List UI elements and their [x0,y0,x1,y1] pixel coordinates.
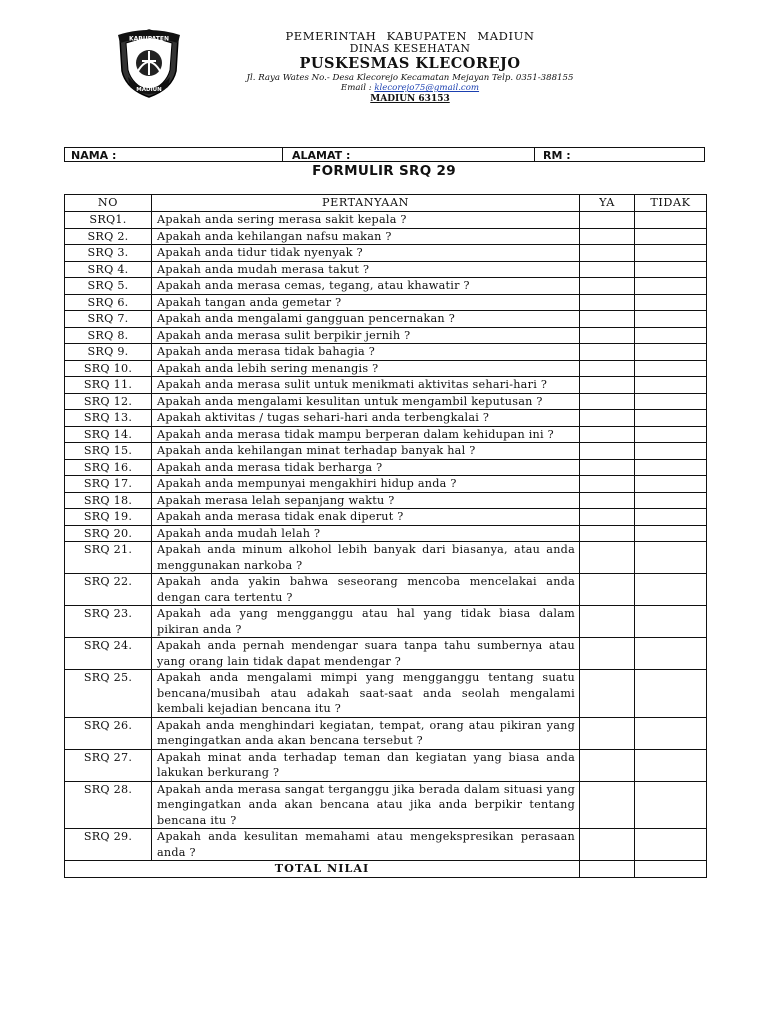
question-number: SRQ1. [65,212,152,229]
answer-tidak-cell[interactable] [635,344,707,361]
answer-ya-cell[interactable] [580,670,635,718]
email-link[interactable]: klecorejo75@gmail.com [374,83,480,94]
answer-ya-cell[interactable] [580,606,635,638]
question-number: SRQ 28. [65,781,152,829]
question-text: Apakah minat anda terhadap teman dan kegiatan yang biasa anda lakukan berkurang ? [152,749,580,781]
question-number: SRQ 27. [65,749,152,781]
table-row [65,459,707,476]
patient-identity-row [64,147,705,162]
letterhead-text [200,30,620,104]
table-row [65,717,707,749]
letterhead [0,0,768,110]
question-number: SRQ 7. [65,311,152,328]
answer-tidak-cell[interactable] [635,360,707,377]
answer-tidak-cell[interactable] [635,212,707,229]
answer-tidak-cell[interactable] [635,717,707,749]
table-header-row [65,195,707,212]
table-row [65,245,707,262]
answer-tidak-cell[interactable] [635,443,707,460]
table-row [65,476,707,493]
address-line: Jl. Raya Wates No.- Desa Klecorejo Kecamatan Mejayan Telp. 0351-388155 [246,73,574,84]
answer-ya-cell[interactable] [580,542,635,574]
answer-ya-cell[interactable] [580,410,635,427]
answer-tidak-cell[interactable] [635,638,707,670]
answer-tidak-cell[interactable] [635,670,707,718]
question-text: Apakah anda minum alkohol lebih banyak dari biasanya, atau anda menggunakan narkoba ? [152,542,580,574]
table-row [65,638,707,670]
form-title: FORMULIR SRQ 29 [312,163,456,179]
question-number: SRQ 25. [65,670,152,718]
answer-ya-cell[interactable] [580,294,635,311]
answer-ya-cell[interactable] [580,492,635,509]
table-row [65,327,707,344]
answer-ya-cell[interactable] [580,228,635,245]
email-line [200,84,620,94]
answer-ya-cell[interactable] [580,377,635,394]
question-text: Apakah anda menghindari kegiatan, tempat, orang atau pikiran yang mengingatkan anda akan bencana tersebut ? [152,717,580,749]
answer-ya-cell[interactable] [580,829,635,861]
answer-tidak-cell[interactable] [635,781,707,829]
rm-field[interactable]: RM : [543,149,571,162]
answer-ya-cell[interactable] [580,749,635,781]
srq-table [64,194,707,878]
table-row [65,212,707,229]
answer-ya-cell[interactable] [580,525,635,542]
answer-tidak-cell[interactable] [635,606,707,638]
question-text: Apakah anda merasa tidak enak diperut ? [152,509,580,526]
question-text: Apakah anda merasa cemas, tegang, atau khawatir ? [152,278,580,295]
kabupaten-madiun-emblem-icon [114,27,184,99]
table-row [65,278,707,295]
question-text: Apakah anda kehilangan minat terhadap banyak hal ? [152,443,580,460]
question-number: SRQ 19. [65,509,152,526]
question-text: Apakah anda kesulitan memahami atau mengekspresikan perasaan anda ? [152,829,580,861]
question-number: SRQ 15. [65,443,152,460]
question-number: SRQ 22. [65,574,152,606]
answer-tidak-cell[interactable] [635,476,707,493]
question-text: Apakah anda mudah lelah ? [152,525,580,542]
answer-tidak-cell[interactable] [635,829,707,861]
question-text: Apakah anda sering merasa sakit kepala ? [152,212,580,229]
nama-field[interactable]: NAMA : [65,148,283,161]
question-number: SRQ 2. [65,228,152,245]
table-row [65,781,707,829]
question-number: SRQ 26. [65,717,152,749]
question-number: SRQ 6. [65,294,152,311]
question-number: SRQ 5. [65,278,152,295]
answer-ya-cell[interactable] [580,327,635,344]
answer-ya-cell[interactable] [580,393,635,410]
table-row [65,443,707,460]
question-text: Apakah anda merasa tidak mampu berperan dalam kehidupan ini ? [152,426,580,443]
question-number: SRQ 18. [65,492,152,509]
answer-ya-cell[interactable] [580,574,635,606]
answer-tidak-cell[interactable] [635,492,707,509]
question-text: Apakah anda tidur tidak nyenyak ? [152,245,580,262]
answer-tidak-cell[interactable] [635,278,707,295]
header-pertanyaan: PERTANYAAN [152,195,580,212]
answer-ya-cell[interactable] [580,443,635,460]
table-row [65,509,707,526]
table-row [65,377,707,394]
table-row [65,574,707,606]
total-row [65,861,707,878]
answer-ya-cell[interactable] [580,509,635,526]
question-number: SRQ 17. [65,476,152,493]
table-row [65,344,707,361]
answer-tidak-cell[interactable] [635,410,707,427]
question-text: Apakah anda mudah merasa takut ? [152,261,580,278]
question-number: SRQ 10. [65,360,152,377]
question-text: Apakah anda yakin bahwa seseorang mencoba mencelakai anda dengan cara tertentu ? [152,574,580,606]
city-postcode: MADIUN 63153 [370,93,450,104]
answer-tidak-cell[interactable] [635,426,707,443]
question-text: Apakah anda mengalami kesulitan untuk mengambil keputusan ? [152,393,580,410]
header-tidak: TIDAK [635,195,707,212]
total-tidak-cell[interactable] [635,861,707,878]
table-row [65,749,707,781]
emblem-bottom-text: MADIUN [136,87,162,93]
answer-ya-cell[interactable] [580,278,635,295]
answer-ya-cell[interactable] [580,476,635,493]
answer-tidak-cell[interactable] [635,393,707,410]
question-number: SRQ 11. [65,377,152,394]
table-row [65,492,707,509]
question-text: Apakah anda merasa sulit untuk menikmati aktivitas sehari-hari ? [152,377,580,394]
answer-ya-cell[interactable] [580,245,635,262]
question-number: SRQ 8. [65,327,152,344]
table-row [65,606,707,638]
table-row [65,294,707,311]
answer-tidak-cell[interactable] [635,311,707,328]
question-number: SRQ 13. [65,410,152,427]
table-row [65,393,707,410]
question-text: Apakah tangan anda gemetar ? [152,294,580,311]
table-row [65,311,707,328]
answer-ya-cell[interactable] [580,638,635,670]
question-text: Apakah aktivitas / tugas sehari-hari anda terbengkalai ? [152,410,580,427]
question-text: Apakah anda kehilangan nafsu makan ? [152,228,580,245]
answer-ya-cell[interactable] [580,459,635,476]
answer-ya-cell[interactable] [580,781,635,829]
answer-tidak-cell[interactable] [635,509,707,526]
institution-name: PUSKESMAS KLECOREJO [299,55,521,73]
table-row [65,542,707,574]
answer-tidak-cell[interactable] [635,261,707,278]
email-label: Email : [340,83,375,94]
answer-tidak-cell[interactable] [635,377,707,394]
answer-ya-cell[interactable] [580,212,635,229]
table-row [65,525,707,542]
answer-tidak-cell[interactable] [635,294,707,311]
total-label: TOTAL NILAI [65,861,580,878]
question-text: Apakah anda mempunyai mengakhiri hidup anda ? [152,476,580,493]
table-row [65,829,707,861]
question-number: SRQ 9. [65,344,152,361]
emblem-top-text: KABUPATEN [129,35,169,43]
department-name: DINAS KESEHATAN [349,41,471,55]
table-row [65,228,707,245]
alamat-field[interactable]: ALAMAT : [283,148,535,161]
table-row [65,670,707,718]
question-number: SRQ 3. [65,245,152,262]
question-text: Apakah anda merasa tidak berharga ? [152,459,580,476]
answer-ya-cell[interactable] [580,311,635,328]
question-text: Apakah anda mengalami gangguan pencernakan ? [152,311,580,328]
question-text: Apakah anda pernah mendengar suara tanpa tahu sumbernya atau yang orang lain tidak dapat mendengar ? [152,638,580,670]
answer-ya-cell[interactable] [580,717,635,749]
header-ya: YA [580,195,635,212]
header-no: NO [65,195,152,212]
total-ya-cell[interactable] [580,861,635,878]
question-text: Apakah ada yang mengganggu atau hal yang tidak biasa dalam pikiran anda ? [152,606,580,638]
answer-tidak-cell[interactable] [635,749,707,781]
table-row [65,261,707,278]
question-number: SRQ 29. [65,829,152,861]
answer-tidak-cell[interactable] [635,542,707,574]
government-name: PEMERINTAH KABUPATEN MADIUN [285,29,535,43]
answer-tidak-cell[interactable] [635,525,707,542]
table-row [65,360,707,377]
question-number: SRQ 12. [65,393,152,410]
question-number: SRQ 4. [65,261,152,278]
answer-ya-cell[interactable] [580,426,635,443]
answer-tidak-cell[interactable] [635,459,707,476]
question-text: Apakah anda merasa tidak bahagia ? [152,344,580,361]
question-text: Apakah anda lebih sering menangis ? [152,360,580,377]
question-number: SRQ 21. [65,542,152,574]
question-number: SRQ 16. [65,459,152,476]
question-text: Apakah anda merasa sulit berpikir jernih ? [152,327,580,344]
answer-ya-cell[interactable] [580,360,635,377]
question-number: SRQ 14. [65,426,152,443]
question-text: Apakah anda mengalami mimpi yang mengganggu tentang suatu bencana/musibah atau adakah saat-saat anda seolah mengalami kembali kejadian bencana itu ? [152,670,580,718]
answer-tidak-cell[interactable] [635,228,707,245]
table-row [65,426,707,443]
answer-tidak-cell[interactable] [635,327,707,344]
question-number: SRQ 24. [65,638,152,670]
table-row [65,410,707,427]
question-text: Apakah merasa lelah sepanjang waktu ? [152,492,580,509]
answer-tidak-cell[interactable] [635,574,707,606]
question-number: SRQ 20. [65,525,152,542]
question-text: Apakah anda merasa sangat terganggu jika berada dalam situasi yang mengingatkan anda akan bencana atau jika anda berpikir tentang bencana itu ? [152,781,580,829]
answer-tidak-cell[interactable] [635,245,707,262]
question-number: SRQ 23. [65,606,152,638]
answer-ya-cell[interactable] [580,261,635,278]
answer-ya-cell[interactable] [580,344,635,361]
